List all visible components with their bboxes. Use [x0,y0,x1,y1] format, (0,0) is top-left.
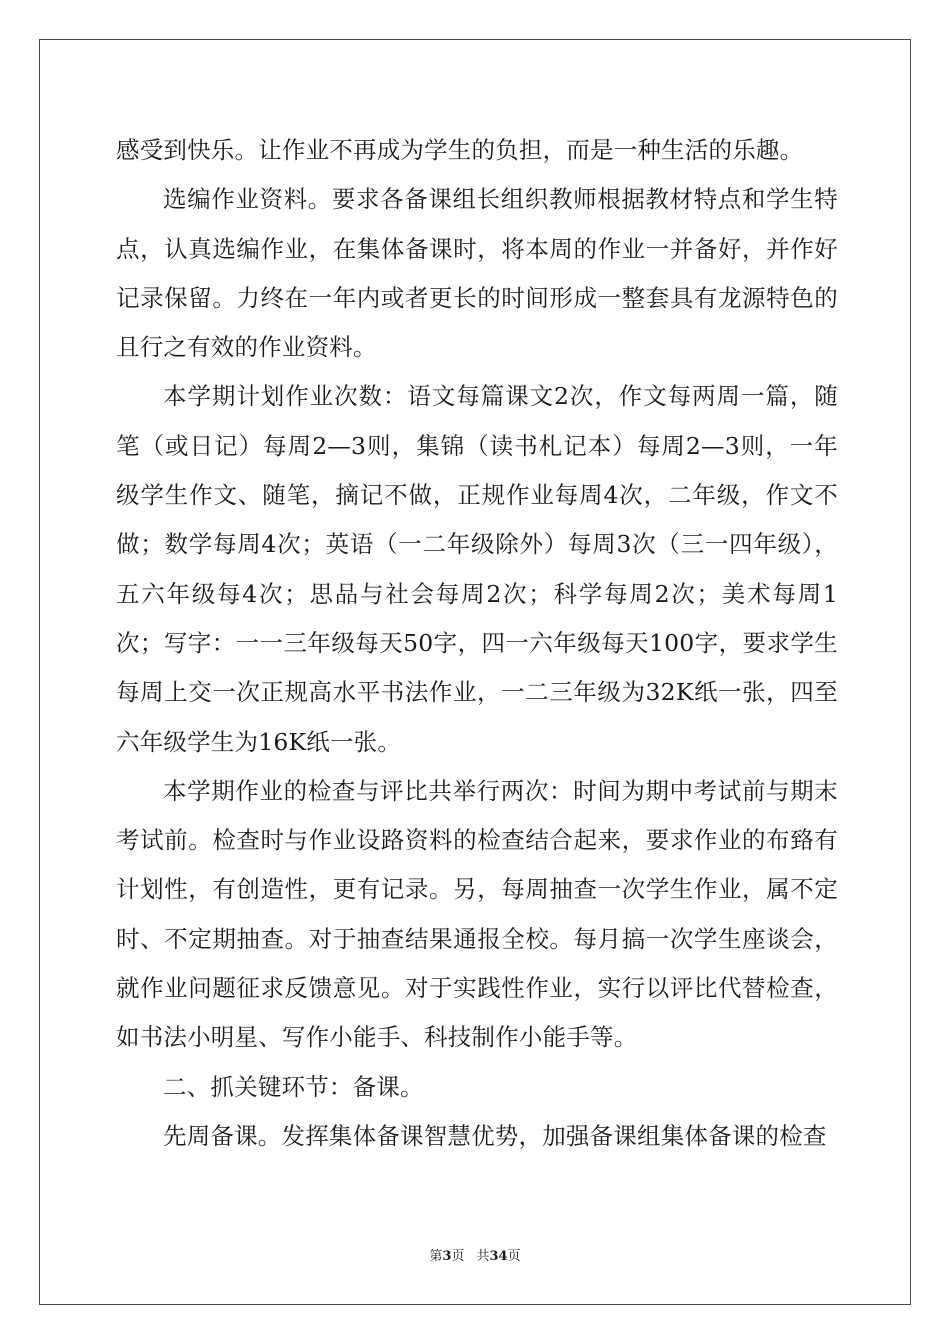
paragraph-4: 本学期作业的检查与评比共举行两次：时间为期中考试前与期末考试前。检查时与作业设路资料的检查结合起来，要求作业的布臵有计划性，有创造性，更有记录。另，每周抽查一次学生作业，属不定时、不定期抽查。对于抽查结果通报全校。每月搞一次学生座谈会，就作业问题征求反馈意见。对于实践性作业，实行以评比代替检查，如书法小明星、写作小能手、科技制作小能手等。 [116,776,838,1052]
section-heading: 二、抓关键环节：备课。 [163,1072,424,1101]
page-prefix: 第 [429,1249,443,1264]
paragraph-2: 选编作业资料。要求各备课组长组织教师根据教材特点和学生特点，认真选编作业，在集体备课时，将本周的作业一并备好，并作好记录保留。力终在一年内或者更长的时间形成一整套具有龙源特色的且行之有效的作业资料。 [116,185,838,362]
paragraph-3: 本学期计划作业次数：语文每篇课文2次，作文每两周一篇，随笔（或日记）每周2—3则，集锦（读书札记本）每周2—3则，一年级学生作文、随笔，摘记不做，正规作业每周4次，二年级，作文不做；数学每周4次；英语（一二年级除外）每周3次（三一四年级），五六年级每4次；思品与社会每周2次；科学每周2次；美术每周1次；写字：一一三年级每天50字，四一六年级每天100字，要求学生每周上交一次正规高水平书法作业，一二三年级为32K纸一张，四至六年级学生为16K纸一张。 [116,382,838,756]
total-suffix: 页 [507,1249,521,1264]
total-pages: 34 [489,1249,508,1264]
document-body [116,126,838,1161]
page-footer [0,1248,950,1266]
total-prefix: 共 [476,1249,490,1264]
paragraph-5: 先周备课。发挥集体备课智慧优势，加强备课组集体备课的检查 [163,1121,827,1150]
paragraph-1: 感受到快乐。让作业不再成为学生的负担，而是一种生活的乐趣。 [116,136,804,164]
page-number: 3 [442,1249,452,1264]
page-suffix: 页 [451,1249,465,1264]
